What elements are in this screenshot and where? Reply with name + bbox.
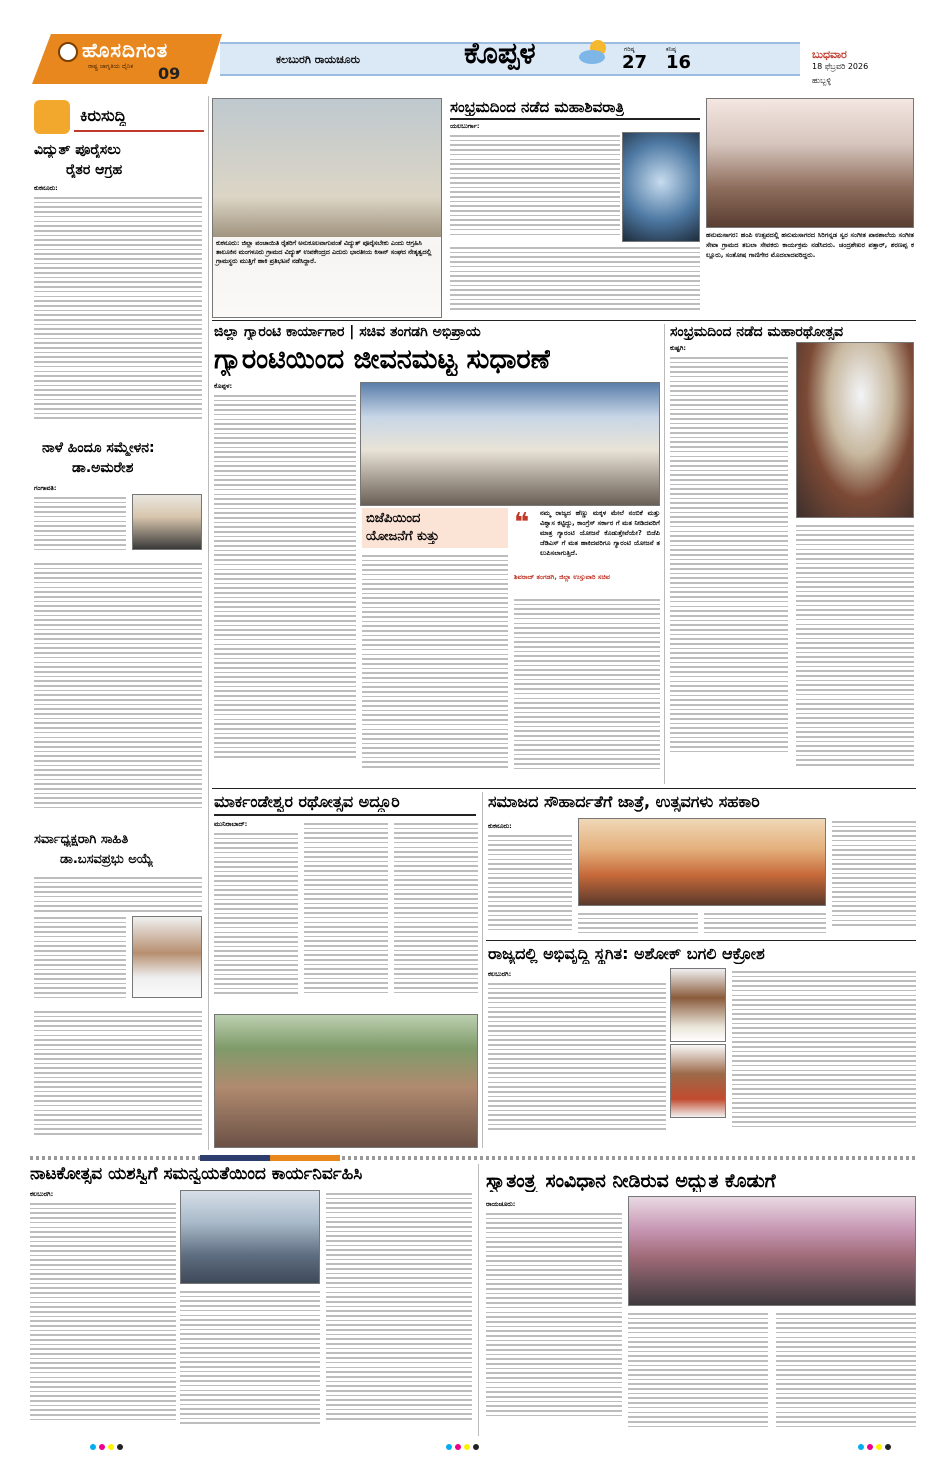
main-col1 bbox=[214, 392, 356, 784]
region-names: ಕಲಬುರಗಿ ರಾಯಚೂರು bbox=[276, 53, 361, 66]
drama-title: ನಾಟಕೋತ್ಸವ ಯಶಸ್ವಿಗೆ ಸಮನ್ವಯತೆಯಿಂದ ಕಾರ್ಯನಿರ್ವಹಿಸಿ bbox=[30, 1164, 363, 1184]
story3-body bbox=[34, 1008, 202, 1148]
main-col2 bbox=[362, 552, 508, 784]
rathotsava-title: ಸಂಭ್ರಮದಿಂದ ನಡೆದ ಮಹಾರಥೋತ್ಸವ bbox=[670, 324, 844, 340]
thumb-icon bbox=[34, 100, 70, 134]
sub-head-2: ಯೋಜನೆಗೆ ಕುತ್ತು bbox=[366, 529, 440, 544]
story1-title-1: ವಿದ್ಯುತ್ ಪೂರೈಸಲು bbox=[34, 142, 121, 158]
markandeya-underline bbox=[214, 814, 476, 816]
bottom-band-accent-right bbox=[270, 1155, 340, 1161]
development-dateline: ಕಲಬುರಗಿ: bbox=[488, 970, 512, 978]
shivaratri-body bbox=[450, 244, 700, 314]
brand-tagline: ರಾಷ್ಟ್ರ ಜಾಗೃತಿಯ ದೈನಿಕ bbox=[88, 63, 134, 70]
harmony-col3 bbox=[704, 910, 826, 938]
quote-attribution: ಶಿವರಾಜ್ ತಂಗಡಗಿ, ಜಿಲ್ಲಾ ಉಸ್ತುವಾರಿ ಸಚಿವ bbox=[514, 573, 610, 581]
bottom-divider bbox=[478, 1164, 479, 1436]
markandeya-divider bbox=[482, 792, 483, 1148]
edition-name: ಕೊಪ್ಪಳ bbox=[464, 36, 536, 71]
mid-row-divider bbox=[212, 788, 916, 789]
edition-city: ಹುಬ್ಬಳ್ಳಿ bbox=[812, 76, 832, 85]
registration-marks-right bbox=[858, 1444, 891, 1450]
guarantee-event-photo bbox=[360, 382, 660, 506]
hampi-caption: ಹನುಮಸಾಗರ: ಹಂಪಿ ಉತ್ಸವದಲ್ಲಿ ಹನುಮಸಾಗರದ ಸಿರಿಗನ್ನಡ ಸ್ವರ ಸಂಗೀತ ಪಾಠಶಾಲೆಯ ಸಂಗೀತ ಸೇವಾ ಗ್ರಾಮದ ತಬಲಾ ಸೇವಕರು ಕಾರ್ಯಕ್ರಮ ನಡೆಸಿದರು. ಚಂದ್ರಶೇಖರ ಪತ್ತಾರ್, ಶರಣಪ್ಪ ಕಲ್ಲೂರು, ಸಂತೋಷ ಗಾಣಿಗೇರ ಮೊದಲಾದವರಿದ್ದರು. bbox=[706, 231, 914, 259]
drama-meeting-photo bbox=[180, 1190, 320, 1284]
rathotsava-col2 bbox=[796, 522, 914, 784]
markandeya-col2 bbox=[304, 820, 388, 1010]
freedom-dateline: ರಾಯಚೂರು: bbox=[486, 1200, 516, 1208]
sub-head-1: ಬಿಜೆಪಿಯಿಂದ bbox=[366, 511, 421, 526]
story2-dateline: ಗಂಗಾವತಿ: bbox=[34, 484, 57, 492]
story2-body bbox=[34, 560, 202, 826]
protest-photo bbox=[212, 98, 442, 318]
story2-title-2: ಡಾ.ಅಮರೇಶ bbox=[72, 460, 134, 476]
markandeya-title: ಮಾರ್ಕಂಡೇಶ್ವರ ರಥೋತ್ಸವ ಅದ್ದೂರಿ bbox=[214, 792, 400, 811]
main-col3 bbox=[514, 596, 660, 784]
quote-icon: ❝ bbox=[514, 508, 530, 538]
shivaratri-underline bbox=[450, 118, 700, 120]
main-right-divider bbox=[664, 324, 665, 784]
temp-max-label: ಗರಿಷ್ಠ bbox=[624, 46, 635, 53]
registration-marks-left bbox=[90, 1444, 123, 1450]
markandeya-crowd-photo bbox=[214, 1014, 478, 1148]
bottom-band-rule bbox=[30, 1156, 916, 1160]
bottom-band-accent-left bbox=[200, 1155, 270, 1161]
story3-body-left bbox=[34, 914, 126, 1006]
story1-title-2: ರೈತರ ಆಗ್ರಹ bbox=[66, 162, 123, 178]
kiru-suddi-header bbox=[34, 100, 204, 136]
drama-col3 bbox=[326, 1190, 472, 1436]
harmony-col4 bbox=[832, 818, 916, 938]
harmony-bottom-rule bbox=[486, 940, 916, 941]
harmony-col2 bbox=[578, 910, 698, 938]
page-number: 09 bbox=[158, 64, 181, 83]
rathotsava-col1 bbox=[670, 354, 788, 784]
harmony-dateline: ಕುಕನೂರು: bbox=[488, 822, 512, 830]
freedom-event-photo bbox=[628, 1196, 916, 1306]
freedom-col1 bbox=[486, 1210, 622, 1436]
brand-name: ಹೊಸದಿಗಂತ bbox=[82, 38, 169, 62]
temp-min-label: ಕನಿಷ್ಠ bbox=[666, 46, 677, 53]
freedom-col3 bbox=[776, 1310, 916, 1436]
registration-marks-mid bbox=[446, 1444, 479, 1450]
issue-date: 18 ಫೆಬ್ರವರಿ 2026 bbox=[812, 62, 869, 71]
story1-dateline: ಕುಕನೂರು: bbox=[34, 184, 58, 192]
story1-body bbox=[34, 194, 202, 434]
development-col2 bbox=[732, 968, 916, 1146]
drama-dateline: ಕಲಬುರಗಿ: bbox=[30, 1190, 54, 1198]
markandeya-dateline: ಮುನಿರಾಬಾದ್: bbox=[214, 820, 248, 828]
basavaprabhu-photo bbox=[132, 916, 202, 998]
amaresh-photo bbox=[132, 494, 202, 550]
protest-caption: ಕುಕನೂರು: ಜಿಲ್ಲಾ ಪಂಚಾಯಿತಿ ರೈತರಿಗೆ ಅನುಕೂಲವಾಗುವಂತೆ ವಿದ್ಯುತ್ ಪೂರೈಸಬೇಕು ಎಂದು ಆಗ್ರಹಿಸಿ ತಾಲೂಕಿನ ಮಂಗಳೂರು ಗ್ರಾಮದ ವಿದ್ಯುತ್ ಉಪಕೇಂದ್ರದ ಎದುರು ಭಾರತೀಯ ಕಿಸಾನ್ ಸಂಘದ ನೇತೃತ್ವದಲ್ಲಿ ಗ್ರಾಮಸ್ಥರು ಮುತ್ತಿಗೆ ಹಾಕಿ ಪ್ರತಿಭಟನೆ ನಡೆಸಿದ್ದಾರೆ. bbox=[213, 237, 441, 317]
shivaratri-title: ಸಂಭ್ರಮದಿಂದ ನಡೆದ ಮಹಾಶಿವರಾತ್ರಿ bbox=[450, 98, 625, 116]
story3-title-1: ಸರ್ವಾಧ್ಯಕ್ಷರಾಗಿ ಸಾಹಿತಿ bbox=[34, 832, 129, 847]
sidebar-divider bbox=[208, 96, 209, 1150]
harmony-title: ಸಮಾಜದ ಸೌಹಾರ್ದತೆಗೆ ಜಾತ್ರೆ, ಉತ್ಸವಗಳು ಸಹಕಾರಿ bbox=[488, 792, 760, 811]
weather-icon bbox=[578, 38, 612, 66]
chariot-photo bbox=[796, 342, 914, 518]
markandeya-col3 bbox=[394, 820, 478, 1010]
main-headline: ಗ್ಯಾರಂಟಿಯಿಂದ ಜೀವನಮಟ್ಟ ಸುಧಾರಣೆ bbox=[214, 344, 551, 375]
sub-head-box bbox=[362, 508, 508, 548]
harmony-stage-photo bbox=[578, 818, 826, 906]
top-row-divider bbox=[212, 320, 916, 321]
drama-col1 bbox=[30, 1200, 176, 1436]
development-col1 bbox=[488, 980, 666, 1146]
temp-min: 16 bbox=[666, 52, 692, 73]
shiva-idol-photo bbox=[622, 132, 700, 242]
shivaratri-dateline: ಯಲಬುರ್ಗಾ: bbox=[450, 122, 480, 130]
section-title: ಕಿರುಸುದ್ದಿ bbox=[80, 106, 127, 125]
drama-col2 bbox=[180, 1288, 320, 1436]
rathotsava-dateline: ಕುಷ್ಟಗಿ: bbox=[670, 344, 687, 352]
story3-title-2: ಡಾ.ಬಸವಪ್ರಭು ಅಯ್ಯೆ bbox=[60, 852, 154, 867]
main-kicker: ಜಿಲ್ಲಾ ಗ್ಯಾರಂಟಿ ಕಾರ್ಯಾಗಾರ | ಸಚಿವ ತಂಗಡಗಿ ಅಭಿಪ್ರಾಯ bbox=[214, 324, 481, 340]
quote-text: ನಮ್ಮ ರಾಜ್ಯದ ಹೆಣ್ಣು ಮಕ್ಕಳ ಮೇಲೆ ನಂಬಿಕೆ ಮತ್ತು ವಿಶ್ವಾಸ ಕಟ್ಟಿದ್ದು, ಕಾಂಗ್ರೆಸ್ ಸರ್ಕಾರ ಗೆ ಮತ ನೀಡಿದವರಿಗೆ ಮಾತ್ರ ಗ್ಯಾರಂಟಿ ಯೋಜನೆ ಕೊಡುತ್ತೇವೆಯೇ? ಬಿಜೆಪಿ ಜೆಡಿಎಸ್ ಗೆ ಮತ ಹಾಕಿದವರಿಗೂ ಗ್ಯಾರಂಟಿ ಯೋಜನೆ ತಲುಪಿಸಲಾಗುತ್ತಿದೆ. bbox=[540, 509, 660, 557]
day-name: ಬುಧವಾರ bbox=[812, 48, 847, 61]
development-title: ರಾಜ್ಯದಲ್ಲಿ ಅಭಿವೃದ್ಧಿ ಸ್ಥಗಿತ: ಅಶೋಕ್ ಬಗಲಿ ಆಕ್ರೋಶ bbox=[488, 944, 765, 963]
masthead bbox=[0, 0, 945, 92]
harmony-col1 bbox=[488, 832, 572, 938]
brand-emblem-icon bbox=[58, 42, 78, 62]
temp-max: 27 bbox=[622, 52, 648, 73]
ashok-bagali-photo bbox=[670, 968, 726, 1042]
hampi-event-photo bbox=[706, 98, 914, 228]
markandeya-col1 bbox=[214, 830, 298, 1010]
freedom-col2 bbox=[628, 1310, 768, 1436]
story2-title-1: ನಾಳೆ ಹಿಂದೂ ಸಮ್ಮೇಳನ: bbox=[42, 440, 155, 456]
freedom-title: ಸ್ವಾತಂತ್ರ್ಯ ಸಂವಿಧಾನ ನೀಡಿರುವ ಅದ್ಭುತ ಕೊಡುಗೆ bbox=[486, 1170, 776, 1192]
story2-body-top bbox=[34, 494, 126, 558]
ashok-bagali-portrait bbox=[670, 1044, 726, 1118]
shivaratri-body-left bbox=[450, 132, 620, 242]
story3-body-top bbox=[34, 874, 202, 914]
section-underline bbox=[74, 130, 204, 132]
main-dateline: ಕೊಪ್ಪಳ: bbox=[214, 382, 233, 390]
